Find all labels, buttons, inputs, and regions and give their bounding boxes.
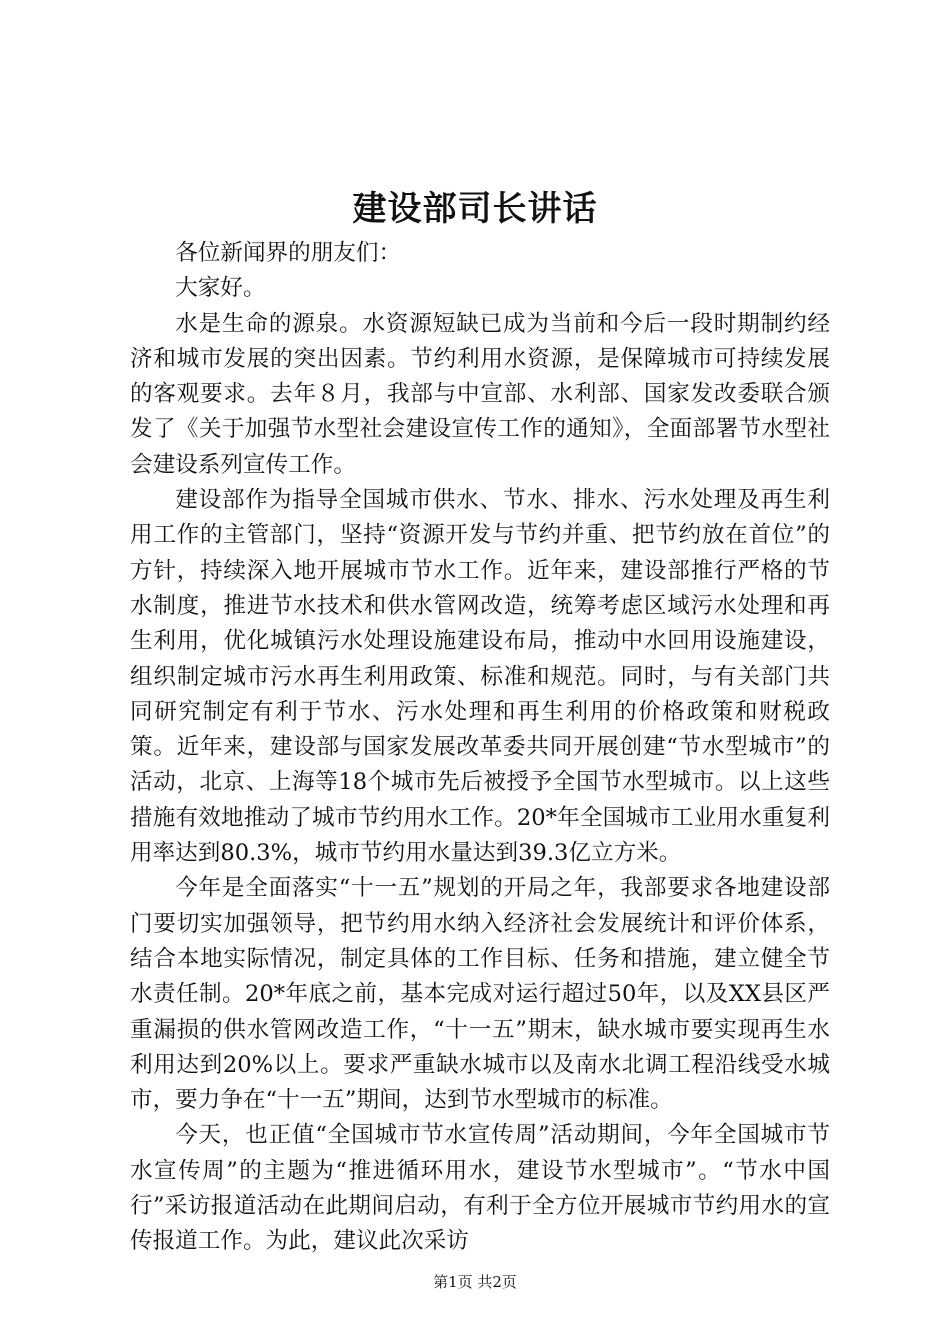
document-body — [130, 236, 830, 1260]
body-paragraph: 水是生命的源泉。水资源短缺已成为当前和今后一段时期制约经济和城市发展的突出因素。节约利用水资源，是保障城市可持续发展的客观要求。去年８月，我部与中宣部、水利部、国家发改委联合颁发了《关于加强节水型社会建设宣传工作的通知》，全面部署节水型社会建设系列宣传工作。 — [130, 310, 830, 478]
salutation-paragraph: 大家好。 — [175, 275, 266, 302]
document-title: 建设部司长讲话 — [352, 189, 598, 229]
body-paragraph: 今年是全面落实“十一五”规划的开局之年，我部要求各地建设部门要切实加强领导，把节约用水纳入经济社会发展统计和评价体系，结合本地实际情况，制定具体的工作目标、任务和措施，建立健全节水责任制。20*年底之前，基本完成对运行超过50年，以及XX县区严重漏损的供水管网改造工作，“十一五”期末，缺水城市要实现再生水利用达到20%以上。要求严重缺水城市以及南水北调工程沿线受水城市，要力争在“十一五”期间，达到节水型城市的标准。 — [130, 875, 830, 1114]
page-number-footer: 第1页 共2页 — [433, 1273, 517, 1291]
greeting-paragraph: 各位新闻界的朋友们： — [175, 240, 402, 266]
body-paragraph: 今天，也正值“全国城市节水宣传周”活动期间，今年全国城市节水宣传周”的主题为“推进循环用水，建设节水型城市”。“节水中国行”采访报道活动在此期间启动，有利于全方位开展城市节约用水的宣传报道工作。为此，建议此次采访 — [130, 1122, 830, 1255]
body-paragraph: 建设部作为指导全国城市供水、节水、排水、污水处理及再生利用工作的主管部门，坚持“资源开发与节约并重、把节约放在首位”的方针，持续深入地开展城市节水工作。近年来，建设部推行严格的节水制度，推进节水技术和供水管网改造，统筹考虑区域污水处理和再生利用，优化城镇污水处理设施建设布局，推动中水回用设施建设，组织制定城市污水再生利用政策、标准和规范。同时，与有关部门共同研究制定有利于节水、污水处理和再生利用的价格政策和财税政策。近年来，建设部与国家发展改革委共同开展创建“节水型城市”的活动，北京、上海等18个城市先后被授予全国节水型城市。以上这些措施有效地推动了城市节约用水工作。20*年全国城市工业用水重复利用率达到80.3%，城市节约用水量达到39.3亿立方米。 — [130, 487, 830, 867]
